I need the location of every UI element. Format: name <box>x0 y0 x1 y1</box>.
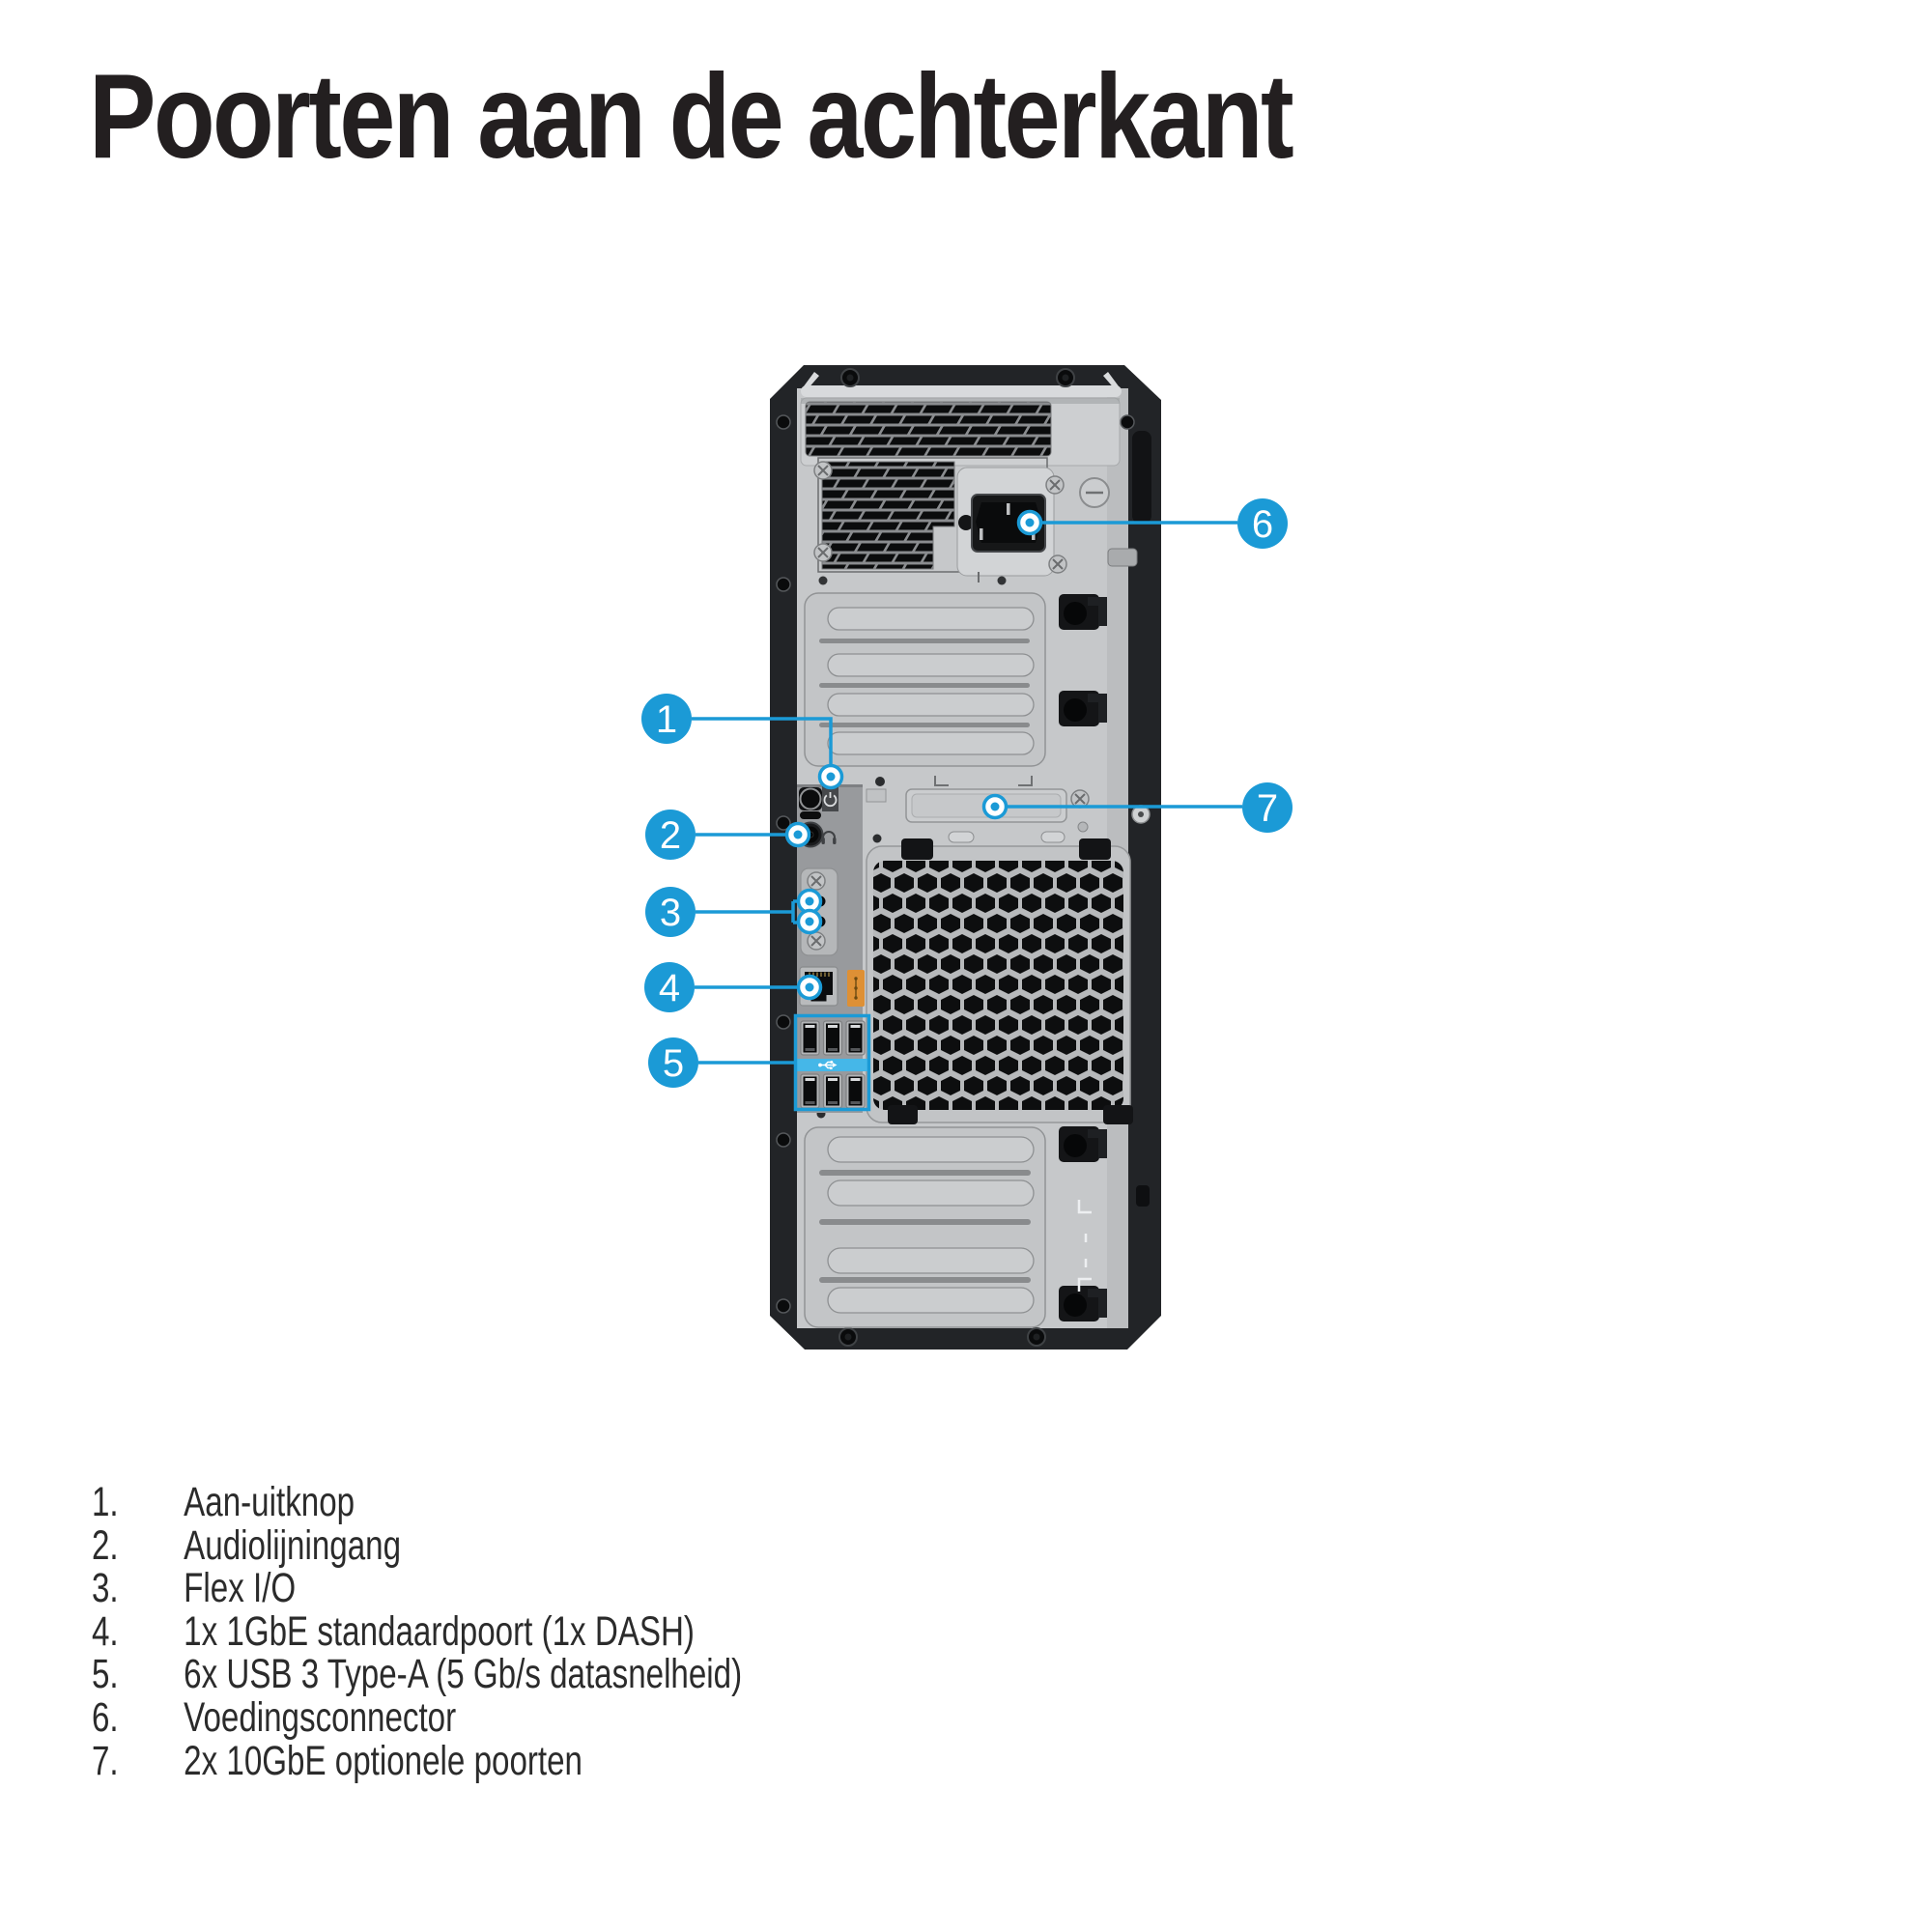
slot-cover <box>828 1180 1034 1206</box>
vent-grille <box>806 402 1051 456</box>
panel-hole <box>873 835 882 843</box>
callout-dot-2 <box>787 824 810 846</box>
usb-ports <box>796 1016 869 1110</box>
screw-icon <box>777 1133 790 1147</box>
legend-item-1 <box>92 1482 742 1525</box>
callout-dot-4 <box>799 977 821 999</box>
callout-number: 6 <box>1251 503 1274 546</box>
callout-marker-6 <box>1237 498 1288 549</box>
callout-number: 7 <box>1256 787 1279 830</box>
fan-clip <box>1103 1105 1133 1124</box>
fan-clip <box>888 1105 918 1124</box>
callout-number: 2 <box>659 814 682 857</box>
callout-dot-7 <box>984 796 1007 818</box>
slot-cover <box>828 694 1034 716</box>
thumbscrew <box>1080 478 1109 507</box>
panel-hole <box>998 577 1007 585</box>
legend-item-6 <box>92 1694 742 1741</box>
legend-item-2 <box>92 1522 742 1569</box>
legend-number: 3. <box>92 1566 119 1612</box>
slot-latch <box>1059 1126 1107 1162</box>
legend-number: 4. <box>92 1608 119 1655</box>
callout-marker-7 <box>1242 782 1293 833</box>
screw-icon <box>777 1299 790 1313</box>
legend-number: 1. <box>92 1480 119 1525</box>
usb-port <box>801 1021 819 1055</box>
legend-label: 1x 1GbE standaardpoort (1x DASH) <box>184 1608 695 1655</box>
slot-gap <box>819 639 1030 643</box>
legend-number: 2. <box>92 1522 119 1569</box>
callout-dot-3b <box>799 911 821 933</box>
usb-port <box>824 1021 842 1055</box>
vent-slot <box>949 832 974 842</box>
slot-cover <box>828 608 1034 630</box>
screw-icon <box>777 415 790 429</box>
callout-marker-1 <box>641 694 692 744</box>
panel-hole <box>819 577 828 585</box>
screw-icon <box>777 578 790 591</box>
screw-icon <box>777 1015 790 1029</box>
legend-number: 5. <box>92 1652 119 1698</box>
slot-gap <box>819 1277 1031 1283</box>
slot-bracket <box>867 789 886 802</box>
usb-port <box>824 1074 842 1108</box>
slot-gap <box>819 1219 1031 1225</box>
side-panel-slot <box>1136 1185 1150 1207</box>
callout-number: 1 <box>655 698 678 741</box>
screw-icon <box>841 369 859 386</box>
service-label <box>847 970 865 1007</box>
legend-number: 7. <box>92 1738 119 1784</box>
top-vent <box>801 398 1120 466</box>
screw-icon <box>1049 555 1066 573</box>
callout-marker-5 <box>648 1037 698 1088</box>
tower-rear-view <box>770 365 1161 1350</box>
callout-dot-1 <box>820 766 842 788</box>
slot-cover <box>828 732 1034 754</box>
legend-item-5 <box>92 1654 742 1697</box>
lock-loop <box>1108 549 1137 566</box>
legend-item-3 <box>92 1568 742 1611</box>
slot-cover <box>828 654 1034 676</box>
screw-icon <box>1057 369 1074 386</box>
legend-label: Voedingsconnector <box>184 1694 457 1741</box>
screw-icon <box>1028 1328 1045 1346</box>
legend-number: 6. <box>92 1694 119 1741</box>
callout-marker-4 <box>644 962 695 1012</box>
legend <box>92 1482 742 1783</box>
legend-label: Flex I/O <box>184 1566 297 1612</box>
screw-icon <box>1121 415 1134 429</box>
slot-latch <box>1059 1286 1107 1321</box>
usb-port <box>801 1074 819 1108</box>
screw-icon <box>1078 822 1088 832</box>
callout-marker-2 <box>645 810 696 860</box>
slot-gap <box>819 723 1030 727</box>
slot-gap <box>819 1170 1031 1176</box>
legend-label: 6x USB 3 Type-A (5 Gb/s datasnelheid) <box>184 1652 743 1698</box>
screw-icon <box>814 544 832 561</box>
callout-number: 5 <box>662 1042 685 1085</box>
security-slot <box>800 811 821 819</box>
legend-label: 2x 10GbE optionele poorten <box>184 1738 582 1784</box>
screw-icon <box>808 932 825 950</box>
usb-port <box>846 1021 865 1055</box>
page-title: Poorten aan de achterkant <box>89 50 1293 184</box>
slot-cover <box>828 1248 1034 1273</box>
callout-marker-3 <box>645 887 696 937</box>
fan-clip <box>1079 838 1111 860</box>
screw-icon <box>839 1328 857 1346</box>
legend-label: Aan-uitknop <box>184 1480 355 1525</box>
legend-item-7 <box>92 1738 742 1784</box>
slot-gap <box>819 683 1030 688</box>
legend-item-4 <box>92 1608 742 1655</box>
slot-latch <box>1059 691 1107 726</box>
power-button <box>799 786 838 811</box>
panel-hole <box>875 777 885 786</box>
screw-icon <box>814 462 832 479</box>
side-recess <box>1132 431 1151 524</box>
screw-icon <box>808 872 825 890</box>
fan-clip <box>901 838 933 860</box>
cable-lock-hole-center <box>1138 811 1144 817</box>
callout-number: 3 <box>659 892 682 934</box>
legend-label: Audiolijningang <box>184 1522 402 1569</box>
vent-slot <box>1041 832 1065 842</box>
usb-port <box>846 1074 865 1108</box>
slot-cover <box>828 1137 1034 1162</box>
callout-dot-6 <box>1019 512 1041 534</box>
slot-cover <box>828 1288 1034 1313</box>
screw-icon <box>1046 476 1064 494</box>
callout-number: 4 <box>658 967 681 1009</box>
slot-latch <box>1059 594 1107 630</box>
